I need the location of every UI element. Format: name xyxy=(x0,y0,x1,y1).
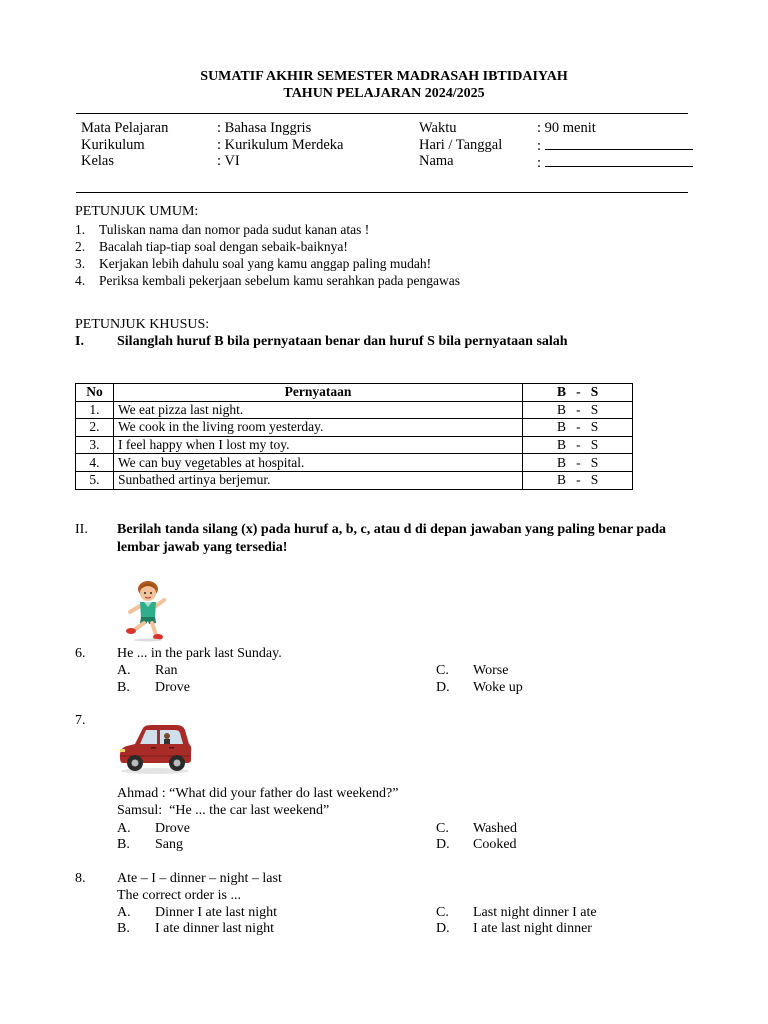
q6-option-c[interactable]: C. xyxy=(436,663,449,678)
q6-option-b-text: Drove xyxy=(155,680,190,695)
section1-number: I. xyxy=(75,334,84,349)
question-8-number: 8. xyxy=(75,871,86,886)
general-item: 3. Kerjakan lebih dahulu soal yang kamu anggap paling mudah! xyxy=(75,256,432,271)
table-row: 4. We can buy vegetables at hospital. B - S xyxy=(76,454,633,472)
q6-option-c-text: Worse xyxy=(473,663,509,678)
q8-option-c[interactable]: C. xyxy=(436,905,449,920)
name-blank-line[interactable] xyxy=(545,154,693,167)
header-divider xyxy=(76,113,688,114)
question-8-line-2: The correct order is ... xyxy=(117,888,241,903)
q7-option-b-text: Sang xyxy=(155,837,183,852)
question-8-line-1: Ate – I – dinner – night – last xyxy=(117,871,282,886)
general-item: 2. Bacalah tiap-tiap soal dengan sebaik-baiknya! xyxy=(75,239,348,254)
q8-option-a-text: Dinner I ate last night xyxy=(155,905,278,920)
general-item: 4. Periksa kembali pekerjaan sebelum kamu serahkan pada pengawas xyxy=(75,273,460,288)
q7-option-b[interactable]: B. xyxy=(117,837,130,852)
info-label-curriculum: Kurikulum xyxy=(81,136,145,153)
exam-year: TAHUN PELAJARAN 2024/2025 xyxy=(283,86,485,101)
section2-instruction-1: Berilah tanda silang (x) pada huruf a, b, c, atau d di depan jawaban yang paling benar pada xyxy=(117,522,666,537)
date-blank-line[interactable] xyxy=(545,137,693,150)
q7-option-a[interactable]: A. xyxy=(117,821,131,836)
section2-number: II. xyxy=(75,522,88,537)
true-false-table xyxy=(75,383,633,490)
exam-title: SUMATIF AKHIR SEMESTER MADRASAH IBTIDAIYAH xyxy=(200,69,568,84)
question-7-number: 7. xyxy=(75,713,86,728)
q7-option-d[interactable]: D. xyxy=(436,837,450,852)
section2-instruction-2: lembar jawab yang tersedia! xyxy=(117,540,288,555)
info-value-curriculum: : Kurikulum Merdeka xyxy=(217,136,344,153)
bs-choice[interactable]: B - S xyxy=(523,419,633,437)
info-value-class: : VI xyxy=(217,153,240,169)
general-item: 1. Tuliskan nama dan nomor pada sudut kanan atas ! xyxy=(75,222,370,237)
q8-option-c-text: Last night dinner I ate xyxy=(473,905,597,920)
info-label-subject: Mata Pelajaran xyxy=(81,120,169,136)
q6-option-d[interactable]: D. xyxy=(436,680,450,695)
q6-option-a[interactable]: A. xyxy=(117,663,131,678)
general-heading: PETUNJUK UMUM: xyxy=(75,204,199,219)
q7-option-a-text: Drove xyxy=(155,821,190,836)
info-right-labels xyxy=(419,120,502,170)
info-label-class: Kelas xyxy=(81,153,115,169)
info-divider xyxy=(76,192,688,193)
info-left-values xyxy=(217,120,343,170)
col-header-no: No xyxy=(76,384,114,402)
general-list xyxy=(75,221,460,289)
info-left-labels xyxy=(81,120,168,170)
col-header-statement: Pernyataan xyxy=(113,384,522,402)
q7-option-c[interactable]: C. xyxy=(436,821,449,836)
bs-choice[interactable]: B - S xyxy=(523,454,633,472)
q7-option-c-text: Washed xyxy=(473,821,517,836)
bs-choice[interactable]: B - S xyxy=(523,401,633,419)
table-header-row xyxy=(76,384,633,402)
info-label-date: Hari / Tanggal xyxy=(419,136,503,153)
question-6-text: He ... in the park last Sunday. xyxy=(117,646,282,661)
info-value-subject: : Bahasa Inggris xyxy=(217,120,312,136)
question-6-number: 6. xyxy=(75,646,86,661)
section1-instruction: Silanglah huruf B bila pernyataan benar dan huruf S bila pernyataan salah xyxy=(117,334,568,349)
question-7-line-2: Samsul: “He ... the car last weekend” xyxy=(117,803,330,818)
bs-choice[interactable]: B - S xyxy=(523,471,633,489)
q6-option-d-text: Woke up xyxy=(473,680,523,695)
table-row: 3. I feel happy when I lost my toy. B - S xyxy=(76,436,633,454)
info-value-date[interactable]: : xyxy=(537,137,693,155)
q6-option-a-text: Ran xyxy=(155,663,178,678)
q8-option-a[interactable]: A. xyxy=(117,905,131,920)
q8-option-b[interactable]: B. xyxy=(117,921,130,936)
col-header-bs: B - S xyxy=(523,384,633,402)
table-row: 1. We eat pizza last night. B - S xyxy=(76,401,633,419)
special-heading: PETUNJUK KHUSUS: xyxy=(75,317,210,332)
question-7-line-1: Ahmad : “What did your father do last weekend?” xyxy=(117,786,399,801)
red-car-illustration xyxy=(117,718,193,776)
info-label-name: Nama xyxy=(419,153,454,169)
q8-option-b-text: I ate dinner last night xyxy=(155,921,274,936)
info-value-name[interactable]: : xyxy=(537,154,693,172)
q7-option-d-text: Cooked xyxy=(473,837,517,852)
running-boy-illustration xyxy=(118,580,170,642)
q8-option-d[interactable]: D. xyxy=(436,921,450,936)
q6-option-b[interactable]: B. xyxy=(117,680,130,695)
table-row: 5. Sunbathed artinya berjemur. B - S xyxy=(76,471,633,489)
info-right-values xyxy=(537,120,693,172)
table-row: 2. We cook in the living room yesterday. B - S xyxy=(76,419,633,437)
info-label-time: Waktu xyxy=(419,120,457,136)
info-value-time: : 90 menit xyxy=(537,120,596,136)
q8-option-d-text: I ate last night dinner xyxy=(473,921,592,936)
bs-choice[interactable]: B - S xyxy=(523,436,633,454)
